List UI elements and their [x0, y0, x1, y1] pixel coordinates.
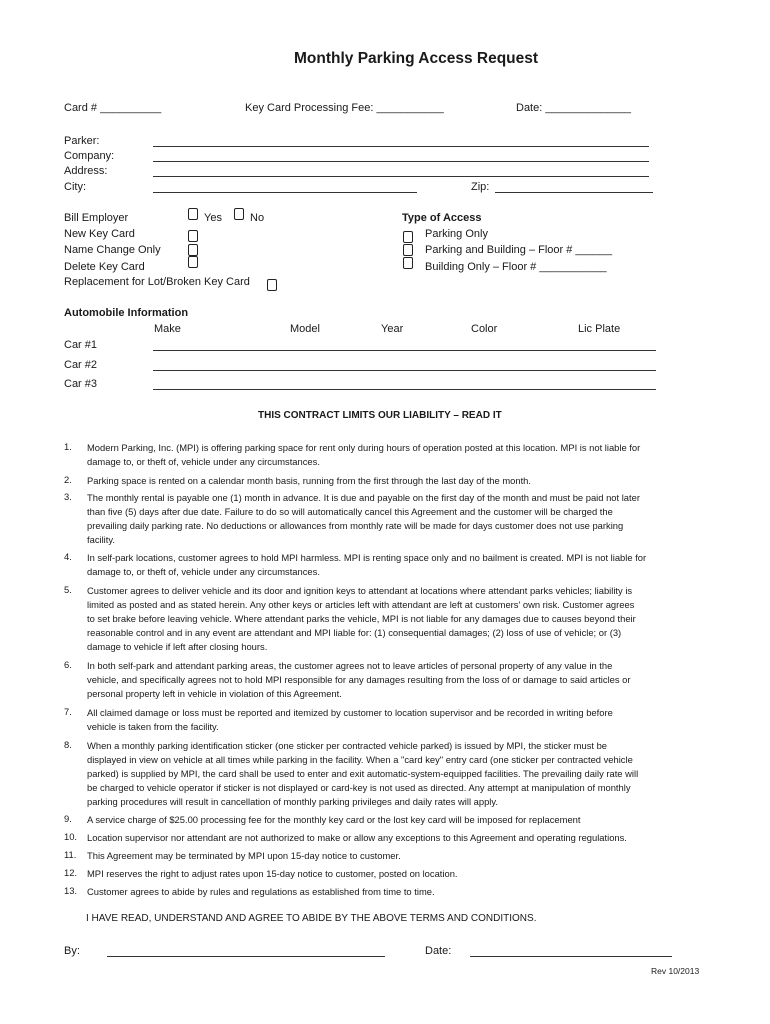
- clause-line: Location supervisor nor attendant are not authorized to make or allow any exceptions to this Agreement and operating regulations.: [87, 832, 627, 843]
- replacement-checkbox[interactable]: [267, 279, 277, 291]
- delete-key-card-label: Delete Key Card: [64, 261, 145, 273]
- automobile-heading: Automobile Information: [64, 307, 189, 319]
- col-color: Color: [471, 323, 498, 335]
- clause-number: 12.: [64, 867, 78, 878]
- clause-line: displayed in view on vehicle at all times while parking in the facility. When a "card key" entry card (one sticker per contracted vehicle: [87, 754, 633, 765]
- address-line[interactable]: [153, 176, 649, 177]
- clause-line: MPI reserves the right to adjust rates upon 15-day notice to customer, posted on location.: [87, 868, 458, 879]
- clause-text: [87, 474, 707, 488]
- address-label: Address:: [64, 165, 108, 177]
- clause-number: 10.: [64, 831, 78, 842]
- clause-text: [87, 551, 707, 579]
- col-lic-plate: Lic Plate: [578, 323, 621, 335]
- by-label: By:: [64, 945, 80, 957]
- clause-text: [87, 849, 707, 863]
- clause-text: [87, 885, 707, 899]
- clause-line: All claimed damage or loss must be reported and itemized by customer to location supervisor and be recorded in writing before: [87, 707, 613, 718]
- clause-text: [87, 739, 707, 809]
- clause-line: parking procedures will result in cancellation of monthly parking privileges and daily rates will apply.: [87, 796, 498, 807]
- clause-line: limited as posted and as stated herein. Any other keys or articles left with attendant are left at customers' own risk. Customer agrees: [87, 599, 635, 610]
- name-change-label: Name Change Only: [64, 244, 161, 256]
- clause-line: Customer agrees to abide by rules and regulations as established from time to time.: [87, 886, 435, 897]
- clause-line: to set brake before leaving vehicle. Where attendant parks the vehicle, MPI is not liable for any damages due to causes beyond their: [87, 613, 636, 624]
- parking-only-checkbox[interactable]: [403, 231, 413, 243]
- clause-number: 4.: [64, 551, 72, 562]
- clause-number: 7.: [64, 706, 72, 717]
- yes-label: Yes: [204, 212, 222, 224]
- company-label: Company:: [64, 150, 115, 162]
- name-change-checkbox[interactable]: [188, 244, 198, 256]
- fee-field: [245, 102, 444, 114]
- clause-text: [87, 491, 707, 547]
- clause-line: facility.: [87, 534, 115, 545]
- clause-line: be charged to vehicle operator if sticker is not displayed or card-key is not used as directed. Any attempt at manipulation of monthly: [87, 782, 631, 793]
- car-1-line[interactable]: [153, 350, 656, 351]
- clause-number: 1.: [64, 441, 72, 452]
- card-number-label: Card #: [64, 102, 98, 114]
- car-2-label: Car #2: [64, 359, 98, 371]
- agreement-statement: I HAVE READ, UNDERSTAND AND AGREE TO ABIDE BY THE ABOVE TERMS AND CONDITIONS.: [86, 913, 537, 924]
- signature-line[interactable]: [107, 956, 385, 957]
- fee-blank[interactable]: ___________: [376, 102, 444, 114]
- zip-line[interactable]: [495, 192, 653, 193]
- parker-line[interactable]: [153, 146, 649, 147]
- date-field: [516, 102, 631, 114]
- car-3-label: Car #3: [64, 378, 98, 390]
- parking-only-label: Parking Only: [425, 228, 488, 240]
- signature-date-line[interactable]: [470, 956, 672, 957]
- clause-text: [87, 831, 707, 845]
- clause-number: 11.: [64, 849, 77, 860]
- clause-line: The monthly rental is payable one (1) month in advance. It is due and payable on the first day of the month and must be paid not later: [87, 492, 640, 503]
- clause-line: vehicle is taken from the facility.: [87, 721, 219, 732]
- clause-number: 6.: [64, 659, 72, 670]
- clause-text: [87, 441, 707, 469]
- parker-label: Parker:: [64, 135, 100, 147]
- clause-line: damage to, or theft of, vehicle under any circumstances.: [87, 456, 320, 467]
- clause-text: [87, 867, 707, 881]
- card-number-blank[interactable]: __________: [100, 102, 162, 114]
- city-line[interactable]: [153, 192, 417, 193]
- car-1-label: Car #1: [64, 339, 98, 351]
- clause-number: 8.: [64, 739, 72, 750]
- contract-heading: THIS CONTRACT LIMITS OUR LIABILITY – READ IT: [258, 410, 502, 421]
- clause-number: 2.: [64, 474, 72, 485]
- clause-line: Parking space is rented on a calendar month basis, running from the first through the last day of the month.: [87, 475, 531, 486]
- clause-line: damage to, or theft of, vehicle under any circumstances.: [87, 566, 320, 577]
- city-label: City:: [64, 181, 86, 193]
- clause-line: parked) is supplied by MPI, the card shall be used to enter and exit automatic-system-equipped facilities. The prevailing daily rate will: [87, 768, 639, 779]
- new-key-card-label: New Key Card: [64, 228, 135, 240]
- clause-line: damage to vehicle if left after closing hours.: [87, 641, 268, 652]
- clause-number: 3.: [64, 491, 72, 502]
- clause-line: This Agreement may be terminated by MPI upon 15-day notice to customer.: [87, 850, 401, 861]
- clause-line: Modern Parking, Inc. (MPI) is offering parking space for rent only during hours of operation posted at this location. MPI is not liable for: [87, 442, 641, 453]
- no-label: No: [250, 212, 265, 224]
- clause-text: [87, 813, 707, 827]
- col-model: Model: [290, 323, 320, 335]
- card-number-field: [64, 102, 161, 114]
- clause-number: 13.: [64, 885, 78, 896]
- parking-building-checkbox[interactable]: [403, 244, 413, 256]
- date-blank[interactable]: ______________: [545, 102, 632, 114]
- clause-number: 5.: [64, 584, 72, 595]
- clause-text: [87, 659, 707, 701]
- revision-label: Rev 10/2013: [651, 966, 700, 976]
- clause-line: A service charge of $25.00 processing fee for the monthly key card or the lost key card will be imposed for replacement: [87, 814, 581, 825]
- clause-line: Customer agrees to deliver vehicle and its door and ignition keys to attendant at locations where attendant parks vehicles; liability is: [87, 585, 633, 596]
- clause-line: personal property left in vehicle in violation of this Agreement.: [87, 688, 342, 699]
- clause-text: [87, 706, 707, 734]
- clause-line: reasonable control and in any event are attendant and MPI liable for: (1) consequential damages; (2) loss of use of vehicle; or (3): [87, 627, 622, 638]
- clause-line: prevailing daily parking rate. No deductions or allowances from monthly rate will be made for days customer does not use parking: [87, 520, 624, 531]
- clause-line: vehicle, and specifically agrees not to hold MPI responsible for any damages resulting from the loss of or damage to said articles or: [87, 674, 631, 685]
- building-only-checkbox[interactable]: [403, 257, 413, 269]
- clause-line: In both self-park and attendant parking areas, the customer agrees not to leave articles of personal property of any value in the: [87, 660, 613, 671]
- car-2-line[interactable]: [153, 370, 656, 371]
- date-label: Date:: [516, 102, 543, 114]
- col-make: Make: [154, 323, 181, 335]
- clause-line: In self-park locations, customer agrees to hold MPI harmless. MPI is renting space only and no bailment is created. MPI is not liable for: [87, 552, 647, 563]
- clause-line: than five (5) days after due date. Failure to do so will automatically cancel this Agreement and the customer will be charged the: [87, 506, 613, 517]
- replacement-label: Replacement for Lot/Broken Key Card: [64, 276, 250, 288]
- clause-text: [87, 584, 707, 654]
- yes-checkbox[interactable]: [188, 208, 198, 220]
- signature-date-label: Date:: [425, 945, 452, 957]
- building-only-label: Building Only – Floor # ___________: [425, 261, 607, 273]
- clause-line: When a monthly parking identification sticker (one sticker per contracted vehicle parked) is issued by MPI, the sticker must be: [87, 740, 608, 751]
- company-line[interactable]: [153, 161, 649, 162]
- zip-label: Zip:: [471, 181, 490, 193]
- new-key-card-checkbox[interactable]: [188, 230, 198, 242]
- access-heading: Type of Access: [402, 212, 482, 224]
- page-title: Monthly Parking Access Request: [294, 50, 539, 67]
- clause-number: 9.: [64, 813, 72, 824]
- no-checkbox[interactable]: [234, 208, 244, 220]
- parking-building-label: Parking and Building – Floor # ______: [425, 244, 613, 256]
- bill-employer-label: Bill Employer: [64, 212, 129, 224]
- car-3-line[interactable]: [153, 389, 656, 390]
- delete-key-card-checkbox[interactable]: [188, 256, 198, 268]
- fee-label: Key Card Processing Fee:: [245, 102, 374, 114]
- col-year: Year: [381, 323, 404, 335]
